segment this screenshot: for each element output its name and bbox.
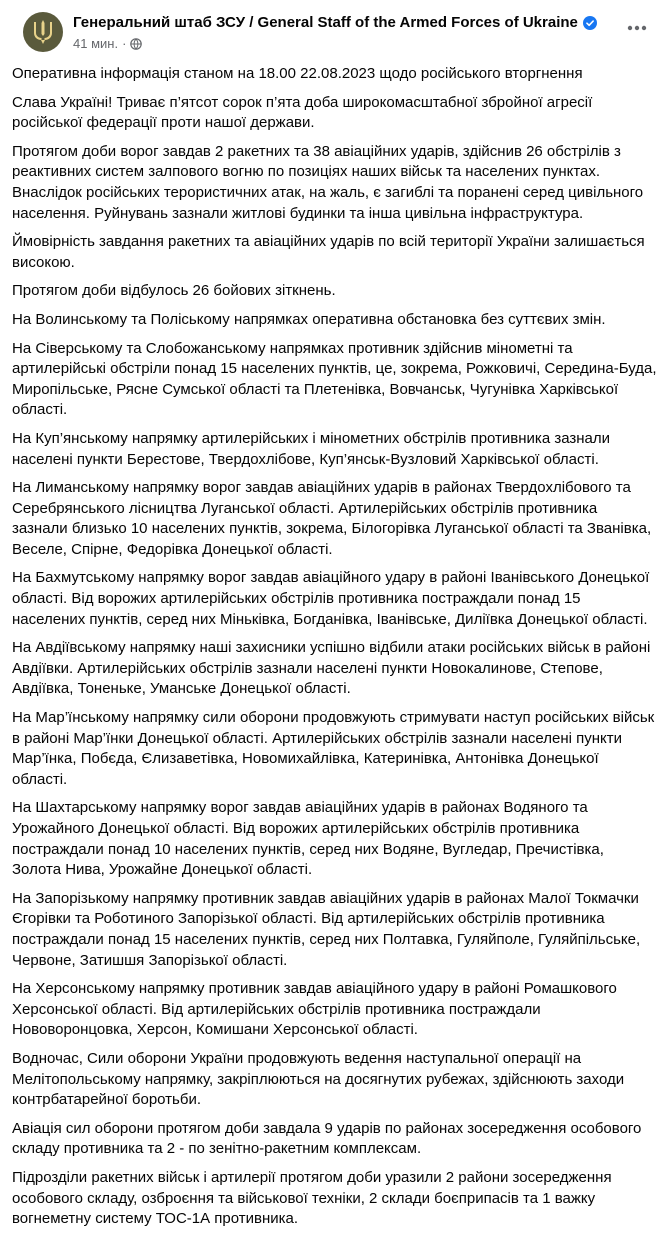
post-timestamp[interactable]: 41 мин.	[73, 36, 119, 51]
author-name-text[interactable]: Генеральний штаб ЗСУ / General Staff of the Armed Forces of Ukraine	[73, 14, 578, 31]
post-paragraph: На Лиманському напрямку ворог завдав авіаційних ударів в районах Твердохлібового та Серебрянського лісництва Луганської області. Артилерійських обстрілів противника зазнали близько 10 населених пунктів, зокрема, Білогорівка Луганської області та Званівка, Веселе, Спірне, Федорівка Донецької області.	[12, 479, 652, 558]
more-options-button[interactable]	[621, 16, 653, 40]
post-paragraph: Слава Україні! Триває п’ятсот сорок п’ята доба широкомасштабної збройної агресії російської федерації проти нашої держави.	[12, 93, 593, 132]
post-paragraph: Підрозділи ракетних військ і артилерії протягом доби уразили 2 райони зосередження особового складу, озброєння та військової техніки, 2 склади боєприпасів та 1 важку вогнеметну систему ТОС-1А противника.	[12, 1168, 612, 1228]
globe-icon[interactable]	[130, 38, 142, 50]
post-paragraph: На Херсонському напрямку противник завдав авіаційного удару в районі Ромашкового Херсонської області. Від артилерійських обстрілів противника постраждали Нововоронцовка, Херсон, Комишани Херсонської області.	[12, 980, 617, 1039]
more-options-icon	[627, 25, 647, 31]
author-avatar[interactable]	[23, 12, 63, 52]
post-paragraph: На Волинському та Поліському напрямках оперативна обстановка без суттєвих змін.	[12, 310, 606, 328]
post-body	[12, 64, 657, 1238]
post-meta	[73, 36, 142, 51]
post-header	[12, 0, 659, 62]
post-paragraph: Протягом доби відбулось 26 бойових зіткнень.	[12, 282, 336, 300]
post-paragraph: На Куп’янському напрямку артилерійських і мінометних обстрілів противника зазнали населені пункти Берестове, Твердохлібове, Куп’янськ-Вузловий Харківської області.	[12, 429, 611, 468]
post-paragraph: Оперативна інформація станом на 18.00 22.08.2023 щодо російського вторгнення	[12, 65, 583, 82]
post-paragraph: Авіація сил оборони протягом доби завдала 9 ударів по районах зосередження особового складу противника та 2 - по зенітно-ракетним комплексам.	[12, 1119, 642, 1158]
post-paragraph: На Бахмутському напрямку ворог завдав авіаційного удару в районі Іванівського Донецької області. Від ворожих артилерійських обстрілів противника постраждали понад 15 населених пунктів, серед них Міньківка, Богданівка, Іванівське, Диліївка Донецької області.	[12, 569, 650, 628]
post-paragraph: На Запорізькому напрямку противник завдав авіаційних ударів в районах Малої Токмачки Єгорівки та Роботиного Запорізької області. Від артилерійських обстрілів противника постраждали понад 15 населених пунктів, серед них Полтавка, Гуляйполе, Гуляйпільське, Червоне, Затишшя Запорізької області.	[12, 889, 641, 969]
post-paragraph: На Шахтарському напрямку ворог завдав авіаційних ударів в районах Водяного та Урожайного Донецької області. Від ворожих артилерійських обстрілів противника постраждали понад 10 населених пунктів, серед них Водяне, Вугледар, Пречистівка, Золота Нива, Урожайне Донецької області.	[12, 799, 604, 879]
meta-separator: ·	[122, 36, 127, 51]
post-paragraph: На Мар’їнському напрямку сили оборони продовжують стримувати наступ російських військ в районі Мар’їнки Донецької області. Артилерійських обстрілів зазнали населені пункти Мар’їнка, Побєда, Єлизаветівка, Новомихайлівка, Катеринівка, Антонівка Донецької області.	[12, 709, 655, 788]
author-name[interactable]	[73, 14, 597, 31]
post-paragraph: Водночас, Сили оборони України продовжують ведення наступальної операції на Мелітопольському напрямку, закріплюються на досягнутих рубежах, здійснюють заходи контрбатарейної боротьби.	[12, 1049, 625, 1109]
post-paragraph: Ймовірність завдання ракетних та авіаційних ударів по всій території України залишається високою.	[12, 233, 645, 271]
post-paragraph: На Авдіївському напрямку наші захисники успішно відбили атаки російських військ в районі Авдіївки. Артилерійських обстрілів зазнали населені пункти Новокалинове, Степове, Авдіївка, Тоненьке, Уманське Донецької області.	[12, 639, 651, 698]
trident-emblem-icon	[31, 19, 55, 45]
verified-badge-icon	[583, 16, 597, 30]
post-paragraph: Протягом доби ворог завдав 2 ракетних та 38 авіаційних ударів, здійснив 26 обстрілів з реактивних систем залпового вогню по позиціях наших військ та населених пунктах. Внаслідок російських терористичних атак, на жаль, є загиблі та поранені серед цивільного населення. Руйнувань зазнали житлові будинки та інша цивільна інфраструктура.	[12, 142, 644, 222]
post-paragraph: На Сіверському та Слобожанському напрямках противник здійснив мінометні та артилерійські обстріли понад 15 населених пунктів, це, зокрема, Рожковичі, Середина-Буда, Миропільське, Рясне Сумської області та Плетенівка, Вовчанськ, Чугунівка Харківської області.	[12, 339, 657, 419]
